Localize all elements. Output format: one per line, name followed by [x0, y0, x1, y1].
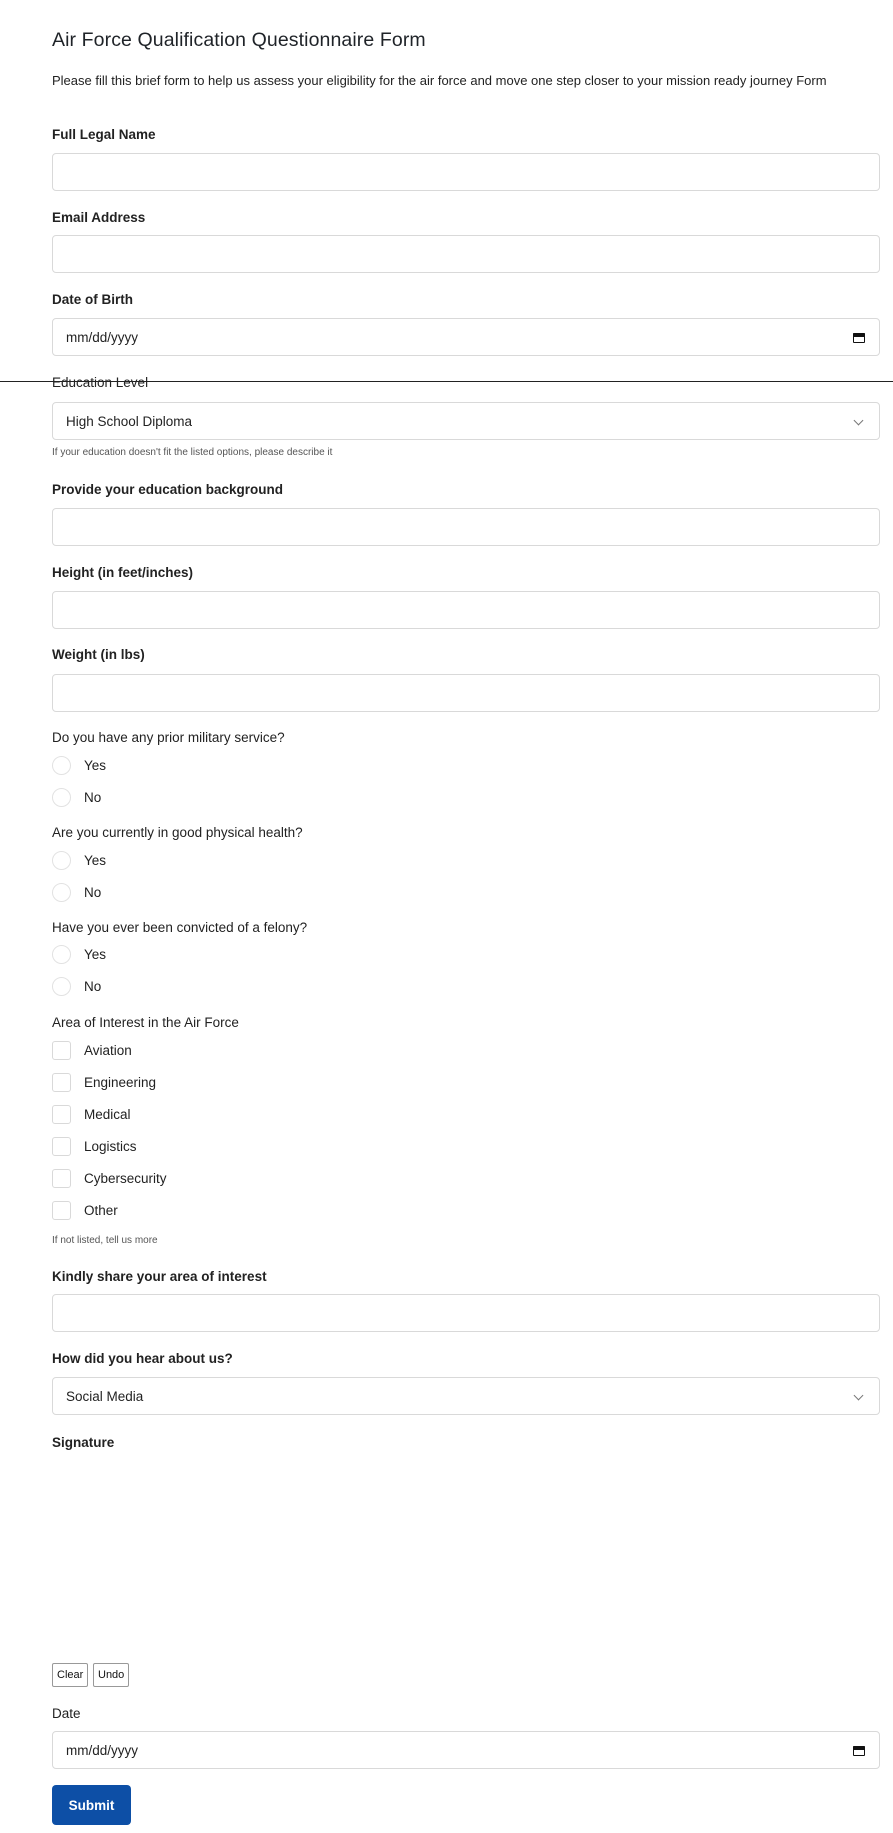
form-description: Please fill this brief form to help us assess your eligibility for the air force and move one step closer to your mission ready journey Form: [52, 73, 827, 88]
weight-label: Weight (in lbs): [52, 647, 145, 662]
signature-pad[interactable]: [52, 1455, 880, 1655]
checkbox[interactable]: [52, 1137, 71, 1156]
radio-button[interactable]: [52, 945, 71, 964]
education-background-input[interactable]: [52, 508, 880, 546]
interest-detail-input[interactable]: [52, 1294, 880, 1332]
hear-about-us-select[interactable]: [52, 1377, 880, 1415]
area-of-interest-label: Area of Interest in the Air Force: [52, 1015, 239, 1030]
physical-health-label: Are you currently in good physical health?: [52, 825, 303, 840]
radio-button[interactable]: [52, 756, 71, 775]
radio-button[interactable]: [52, 851, 71, 870]
education-help-text: If your education doesn't fit the listed options, please describe it: [52, 447, 333, 458]
calendar-icon[interactable]: [853, 332, 865, 343]
clear-signature-button[interactable]: Clear: [52, 1663, 88, 1687]
hear-about-us-value: Social Media: [66, 1389, 144, 1404]
chevron-down-icon: [854, 1391, 864, 1401]
education-level-select[interactable]: [52, 402, 880, 440]
interest-help-text: If not listed, tell us more: [52, 1235, 158, 1246]
checkbox[interactable]: [52, 1105, 71, 1124]
dob-placeholder: mm/dd/yyyy: [66, 330, 139, 345]
checkbox[interactable]: [52, 1041, 71, 1060]
checkbox[interactable]: [52, 1169, 71, 1188]
date-input[interactable]: [52, 1731, 880, 1769]
education-level-label: Education Level: [52, 375, 149, 390]
education-level-value: High School Diploma: [66, 414, 193, 429]
signature-label: Signature: [52, 1435, 115, 1450]
dob-label: Date of Birth: [52, 292, 133, 307]
dob-input[interactable]: [52, 318, 880, 356]
checkbox[interactable]: [52, 1073, 71, 1092]
email-label: Email Address: [52, 210, 146, 225]
radio-button[interactable]: [52, 883, 71, 902]
date-placeholder: mm/dd/yyyy: [66, 1743, 139, 1758]
form-title: Air Force Qualification Questionnaire Form: [52, 29, 426, 51]
hear-about-us-label: How did you hear about us?: [52, 1351, 233, 1366]
calendar-icon[interactable]: [853, 1745, 865, 1756]
radio-button[interactable]: [52, 977, 71, 996]
submit-button[interactable]: Submit: [52, 1785, 131, 1825]
interest-detail-label: Kindly share your area of interest: [52, 1269, 267, 1284]
full-name-label: Full Legal Name: [52, 127, 156, 142]
height-label: Height (in feet/inches): [52, 565, 194, 580]
radio-button[interactable]: [52, 788, 71, 807]
military-service-label: Do you have any prior military service?: [52, 730, 285, 745]
full-name-input[interactable]: [52, 153, 880, 191]
height-input[interactable]: [52, 591, 880, 629]
chevron-down-icon: [854, 416, 864, 426]
felony-label: Have you ever been convicted of a felony?: [52, 920, 308, 935]
checkbox[interactable]: [52, 1201, 71, 1220]
undo-signature-button[interactable]: Undo: [93, 1663, 129, 1687]
education-background-label: Provide your education background: [52, 482, 284, 497]
email-input[interactable]: [52, 235, 880, 273]
date-label: Date: [52, 1706, 81, 1721]
weight-input[interactable]: [52, 674, 880, 712]
